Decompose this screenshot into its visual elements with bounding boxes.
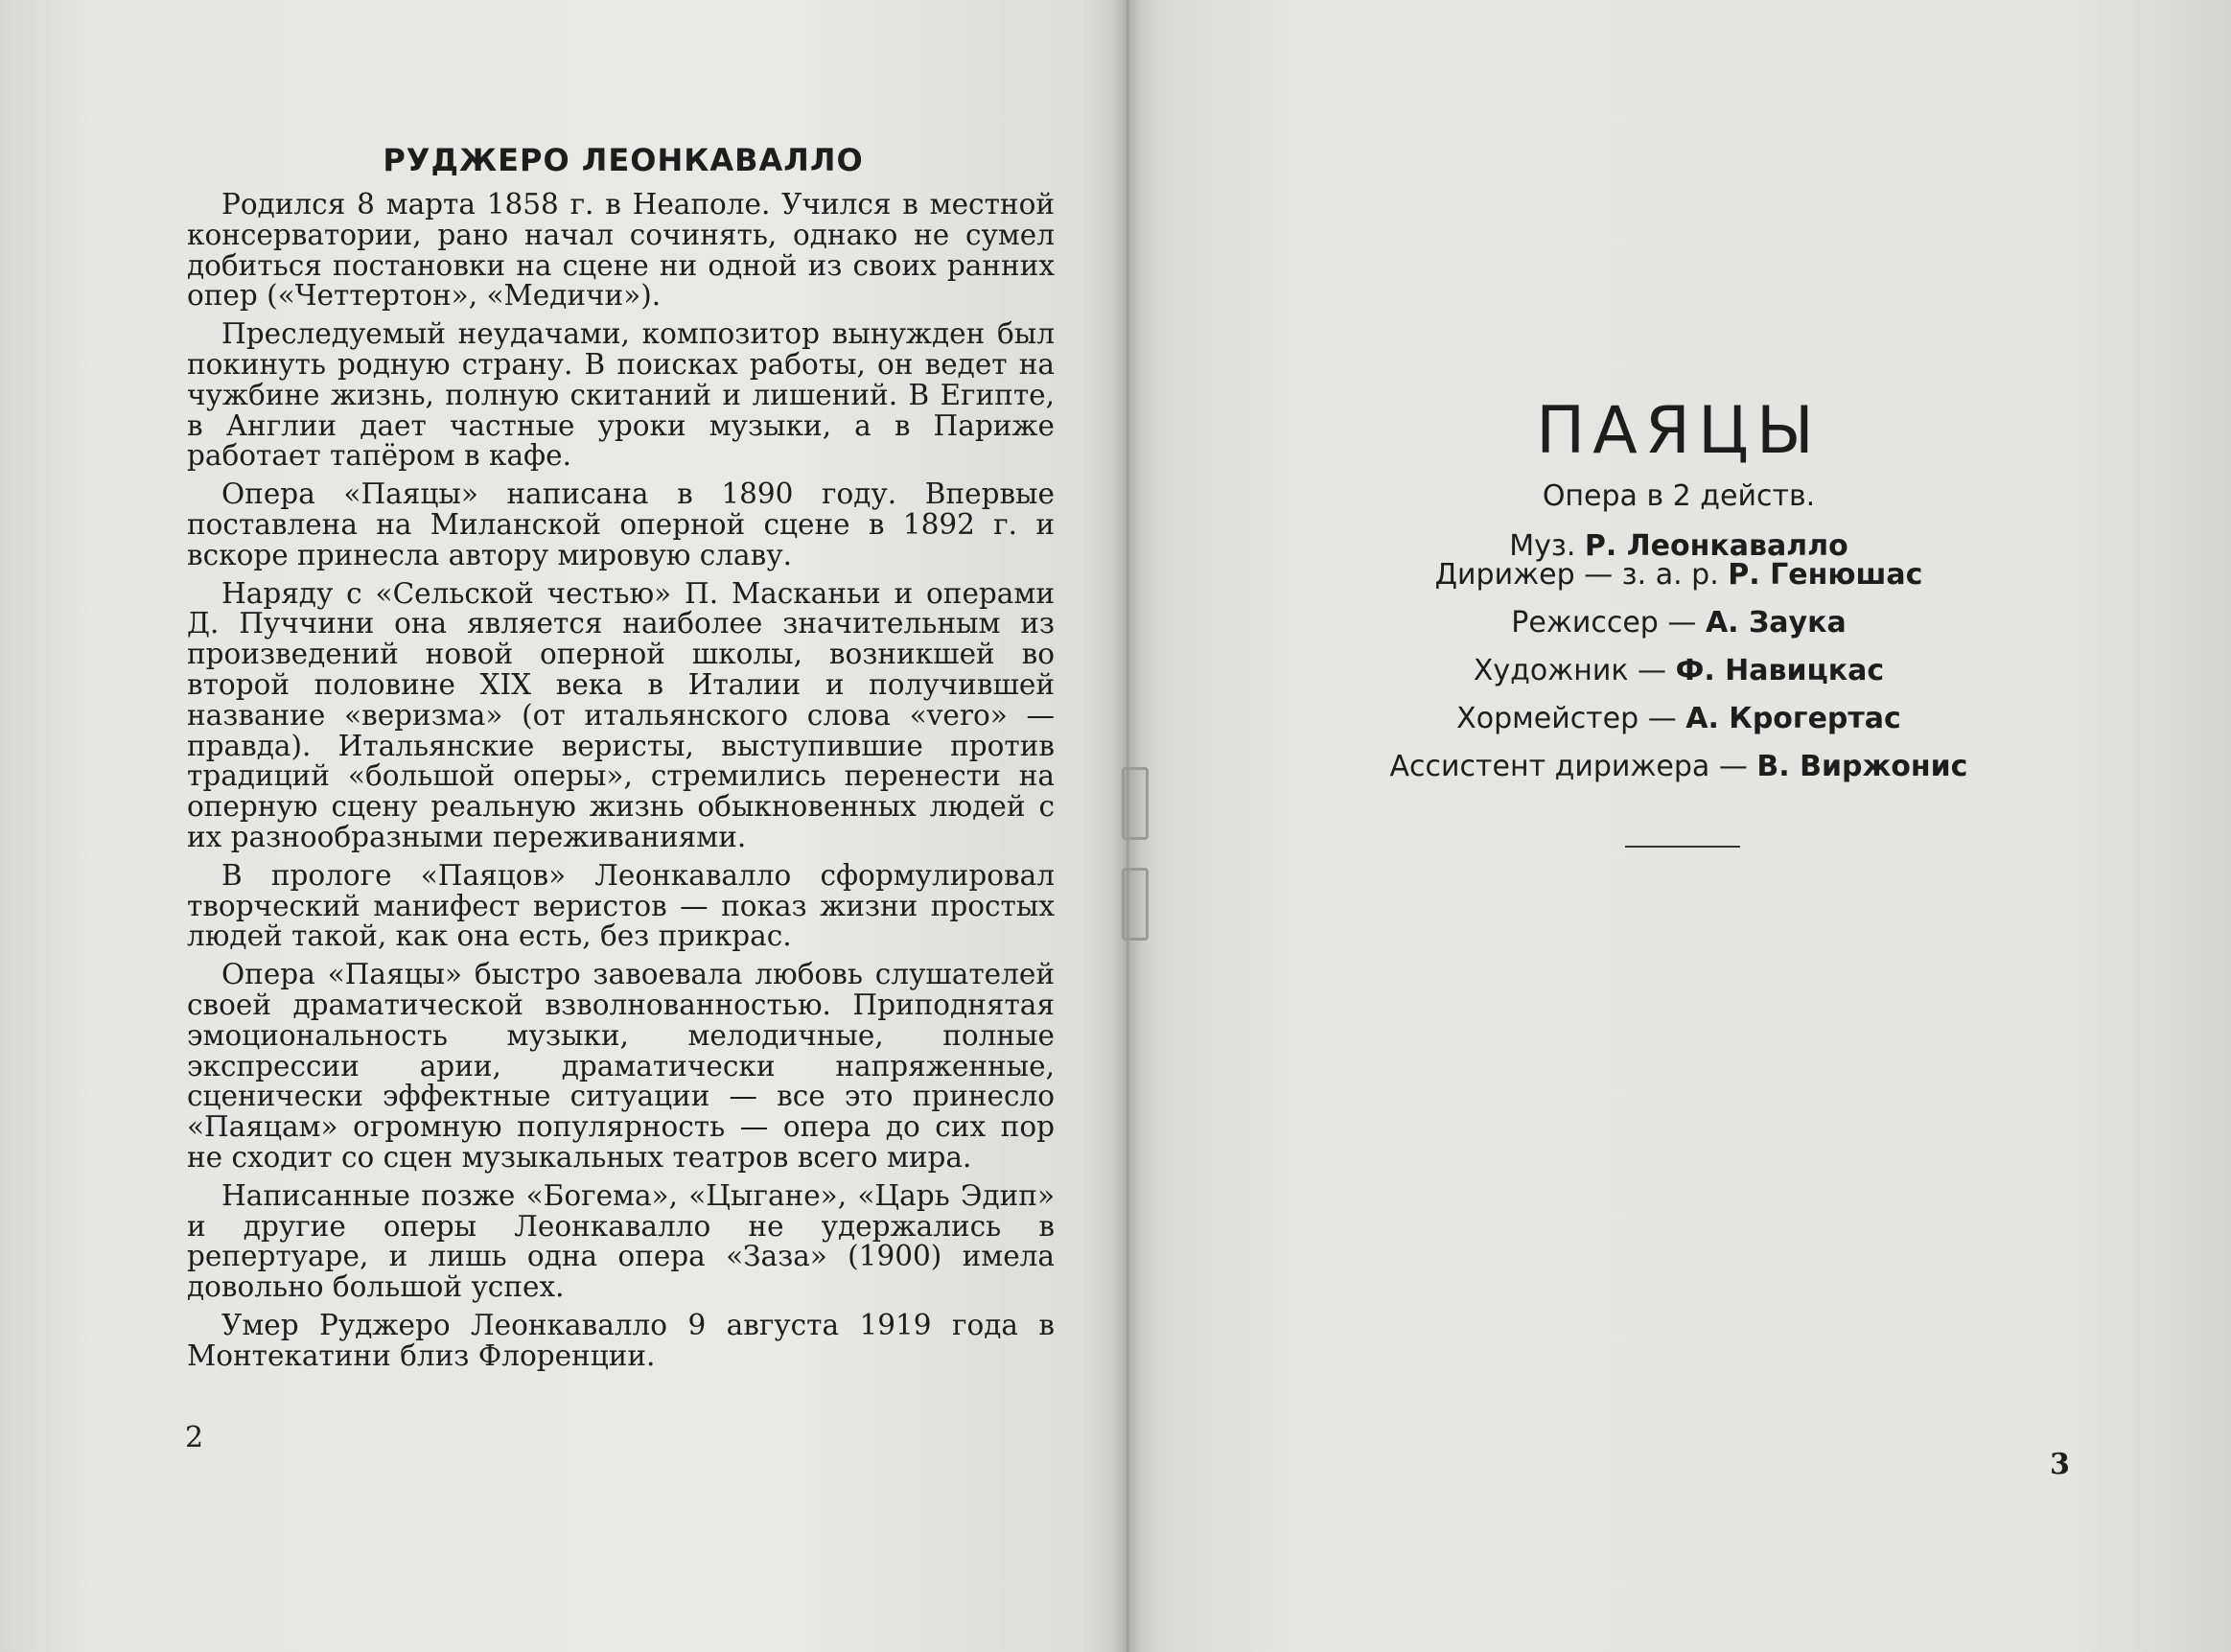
credit-name: Р. Леонкавалло xyxy=(1584,529,1848,563)
bio-paragraph-4: Наряду с «Сельской честью» П. Масканьи и операми Д. Пуччини она является наиболее значительным из произведений новой оперной школы, возникшей во второй половине XIX века в Италии и получившей название «веризма» (от итальянского слова «vero» — правда). Итальянские веристы, выступившие против традиций «большой оперы», стремились перенести на оперную сцену реальную жизнь обыкновенных людей с их разнообразными переживаниями. xyxy=(187,576,1055,853)
credit-name: А. Крогертас xyxy=(1685,702,1901,735)
bio-paragraph-5: В прологе «Паяцов» Леонкавалло сформулировал творческий манифест веристов — показ жизни простых людей такой, как она есть, без прикрас. xyxy=(187,858,1055,953)
bio-paragraph-2: Преследуемый неудачами, композитор вынужден был покинуть родную страну. В поисках работы, он ведет на чужбине жизнь, полную скитаний и лишений. В Египте, в Англии дает частные уроки музыки, а в Париже работает тапёром в кафе. xyxy=(187,317,1055,473)
credit-role: Художник — xyxy=(1473,654,1667,687)
staple-bottom xyxy=(1122,868,1149,941)
credit-director xyxy=(1127,606,2231,640)
right-page xyxy=(1127,0,2231,1652)
bio-paragraph-6: Опера «Паяцы» быстро завоевала любовь слушателей своей драматической взволнованностью. Приподнятая эмоциональность музыки, мелодичные, полные экспрессии арии, драматически напряженные, сценически эффектные ситуации — все это принесло «Паяцам» огромную популярность — опера до сих пор не сходит со сцен музыкальных театров всего мира. xyxy=(187,958,1055,1174)
credit-name: В. Виржонис xyxy=(1756,750,1968,783)
bio-paragraph-7: Написанные позже «Богема», «Цыгане», «Царь Эдип» и другие оперы Леонкавалло не удержались в репертуаре, и лишь одна опера «Заза» (1900) имела довольно большой успех. xyxy=(187,1178,1055,1304)
biography-text xyxy=(187,190,1055,1371)
credit-conductor xyxy=(1127,558,2231,592)
credit-choirmaster xyxy=(1127,702,2231,735)
bio-paragraph-8: Умер Руджеро Леонкавалло 9 августа 1919 года в Монтекатини близ Флоренции. xyxy=(187,1308,1055,1372)
credit-role: Хормейстер — xyxy=(1456,702,1677,735)
bio-paragraph-1: Родился 8 марта 1858 г. в Неаполе. Учился в местной консерватории, рано начал сочинять, однако не сумел добиться постановки на сцене ни одной из своих ранних опер («Четтертон», «Медичи»). xyxy=(187,188,1055,313)
credit-name: А. Заука xyxy=(1705,606,1847,640)
left-page-number: 2 xyxy=(185,1421,204,1454)
credit-assistant-conductor xyxy=(1127,750,2231,783)
bio-paragraph-3: Опера «Паяцы» написана в 1890 году. Впервые поставлена на Миланской оперной сцене в 1892 г. и вскоре принесла автору мировую славу. xyxy=(187,477,1055,571)
credit-role: Дирижер — з. а. р. xyxy=(1434,558,1719,592)
opera-subtitle: Опера в 2 действ. xyxy=(1542,479,1816,513)
opera-title: ПАЯЦЫ xyxy=(1536,393,1822,469)
credit-name: Р. Генюшас xyxy=(1728,558,1923,592)
right-page-number: 3 xyxy=(2050,1448,2070,1481)
credit-artist xyxy=(1127,654,2231,687)
credit-name: Ф. Навицкас xyxy=(1675,654,1885,687)
divider-rule xyxy=(1625,846,1740,848)
credit-role: Муз. xyxy=(1509,529,1576,563)
composer-heading: РУДЖЕРО ЛЕОНКАВАЛЛО xyxy=(383,142,864,178)
credit-role: Режиссер — xyxy=(1511,606,1697,640)
staple-top xyxy=(1122,767,1149,840)
credit-role: Ассистент дирижера — xyxy=(1389,750,1748,783)
